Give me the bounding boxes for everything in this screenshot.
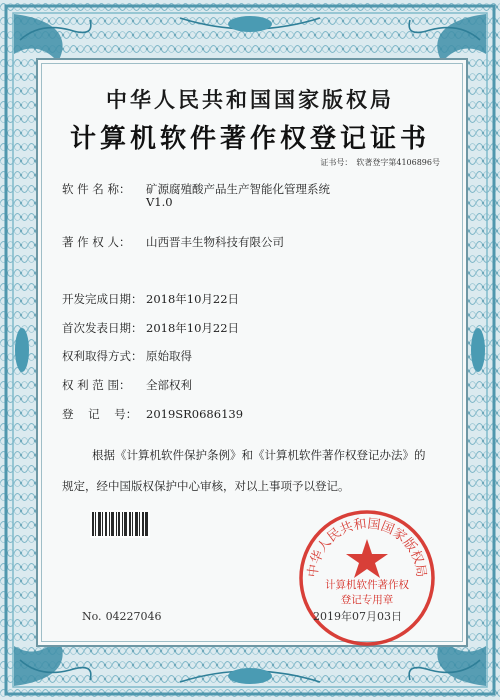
field-registration-number — [62, 406, 243, 422]
field-label: 权 利 范 围： — [62, 378, 131, 392]
field-value: 2018年10月22日 — [146, 321, 240, 335]
serial-number — [82, 610, 162, 623]
software-version: V1.0 — [146, 195, 173, 209]
statement-line-2: 规定，经中国版权保护中心审核，对以上事项予以登记。 — [62, 479, 350, 493]
field-label: 开发完成日期： — [62, 292, 143, 306]
serial-prefix: No. — [82, 610, 102, 623]
field-value: 矿源腐殖酸产品生产智能化管理系统 — [146, 182, 330, 196]
seal-text-line-1: 计算机软件著作权 — [325, 579, 409, 591]
field-value: 2018年10月22日 — [146, 292, 240, 306]
serial-value: 04227046 — [105, 610, 162, 623]
certificate-number-value: 软著登字第4106896号 — [356, 158, 440, 167]
field-copyright-owner — [62, 234, 284, 250]
certificate-number-label: 证书号： — [320, 158, 353, 167]
seal-ring-text: 中华人民共和国国家版权局 — [305, 516, 429, 579]
barcode — [90, 510, 150, 538]
field-completion-date — [62, 291, 239, 307]
statement-line-1: 根据《计算机软件保护条例》和《计算机软件著作权登记办法》的 — [92, 448, 426, 462]
field-label: 登 记 号： — [62, 407, 138, 421]
field-label: 首次发表日期： — [62, 321, 143, 335]
certificate-title: 计算机软件著作权登记证书 — [69, 124, 430, 154]
field-label: 软 件 名 称： — [62, 182, 131, 196]
official-seal — [294, 505, 440, 655]
field-value: 山西晋丰生物科技有限公司 — [146, 235, 284, 249]
field-software-name — [62, 181, 330, 197]
certificate-number — [316, 157, 440, 168]
field-value: 全部权利 — [146, 378, 192, 392]
issuer-name: 中华人民共和国国家版权局 — [106, 87, 394, 112]
field-value: 原始取得 — [146, 349, 192, 363]
issue-date: 2019年07月03日 — [313, 610, 402, 623]
field-label: 权利取得方式： — [62, 349, 143, 363]
seal-text-line-2: 登记专用章 — [340, 594, 394, 606]
field-rights-scope — [62, 377, 192, 393]
field-value: 2019SR0686139 — [146, 407, 244, 421]
field-publication-date — [62, 320, 239, 336]
field-acquisition-method — [62, 348, 192, 364]
field-label: 著 作 权 人： — [62, 235, 131, 249]
